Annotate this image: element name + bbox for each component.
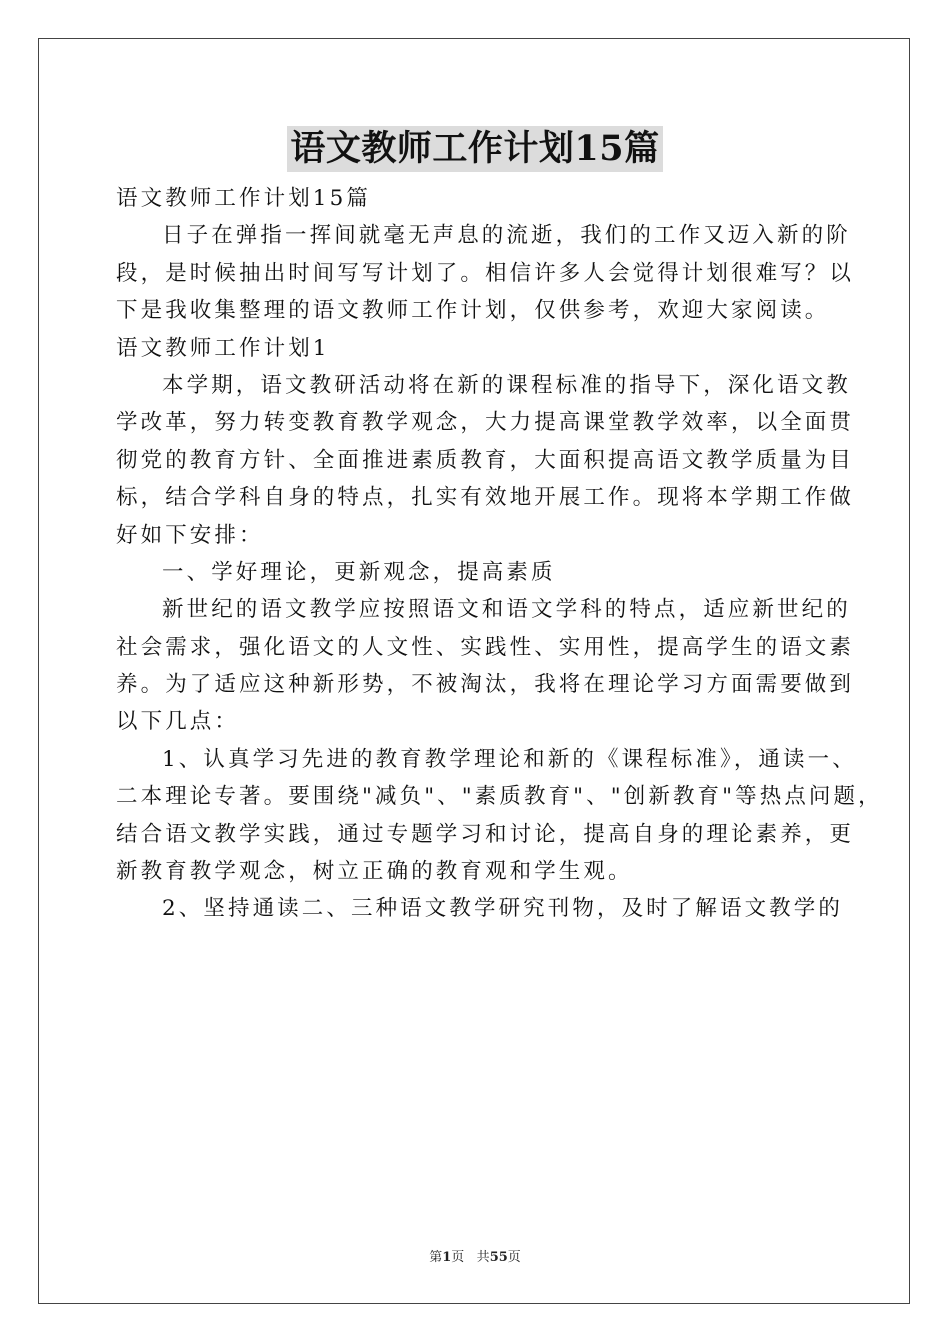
text-line: 以下几点： (116, 709, 240, 735)
total-suffix: 页 (507, 1250, 521, 1265)
page-number: 1 (442, 1250, 452, 1265)
document-title: 语文教师工作计划15篇 (287, 126, 662, 172)
title-container (0, 126, 950, 172)
text-line: 新世纪的语文教学应按照语文和语文学科的特点，适应新世纪的 (162, 597, 851, 623)
text-line: 语文教师工作计划15篇 (116, 186, 371, 211)
text-line: 标，结合学科自身的特点，扎实有效地开展工作。现将本学期工作做 (116, 485, 855, 511)
text-line: 1、认真学习先进的教育教学理论和新的《课程标准》，通读一、 (162, 746, 857, 772)
text-line: 社会需求，强化语文的人文性、实践性、实用性，提高学生的语文素 (116, 634, 855, 660)
page-suffix: 页 (451, 1250, 465, 1265)
page-prefix: 第 (429, 1250, 443, 1265)
text-line: 二本理论专著。要围绕"减负"、"素质教育"、"创新教育"等热点问题， (116, 784, 883, 810)
document-body (116, 180, 883, 928)
text-line: 段，是时候抽出时间写写计划了。相信许多人会觉得计划很难写？以 (116, 260, 855, 286)
text-line: 养。为了适应这种新形势，不被淘汰，我将在理论学习方面需要做到 (116, 672, 855, 698)
text-line: 学改革，努力转变教育教学观念，大力提高课堂教学效率，以全面贯 (116, 410, 855, 436)
text-line: 日子在弹指一挥间就毫无声息的流逝，我们的工作又迈入新的阶 (162, 223, 851, 249)
total-prefix: 共 (476, 1250, 490, 1265)
text-line: 下是我收集整理的语文教师工作计划，仅供参考，欢迎大家阅读。 (116, 298, 830, 324)
page-footer (0, 1246, 950, 1265)
text-line: 彻党的教育方针、全面推进素质教育，大面积提高语文教学质量为目 (116, 447, 855, 473)
total-pages: 55 (489, 1250, 508, 1265)
text-line: 结合语文教学实践，通过专题学习和讨论，提高自身的理论素养，更 (116, 821, 855, 847)
text-line: 2、坚持通读二、三种语文教学研究刊物，及时了解语文教学的 (162, 896, 843, 922)
text-line: 新教育教学观念，树立正确的教育观和学生观。 (116, 859, 633, 885)
text-line: 本学期，语文教研活动将在新的课程标准的指导下，深化语文教 (162, 372, 851, 398)
text-line: 一、学好理论，更新观念，提高素质 (162, 559, 556, 585)
text-line: 好如下安排： (116, 522, 264, 548)
text-line: 语文教师工作计划1 (116, 335, 330, 361)
